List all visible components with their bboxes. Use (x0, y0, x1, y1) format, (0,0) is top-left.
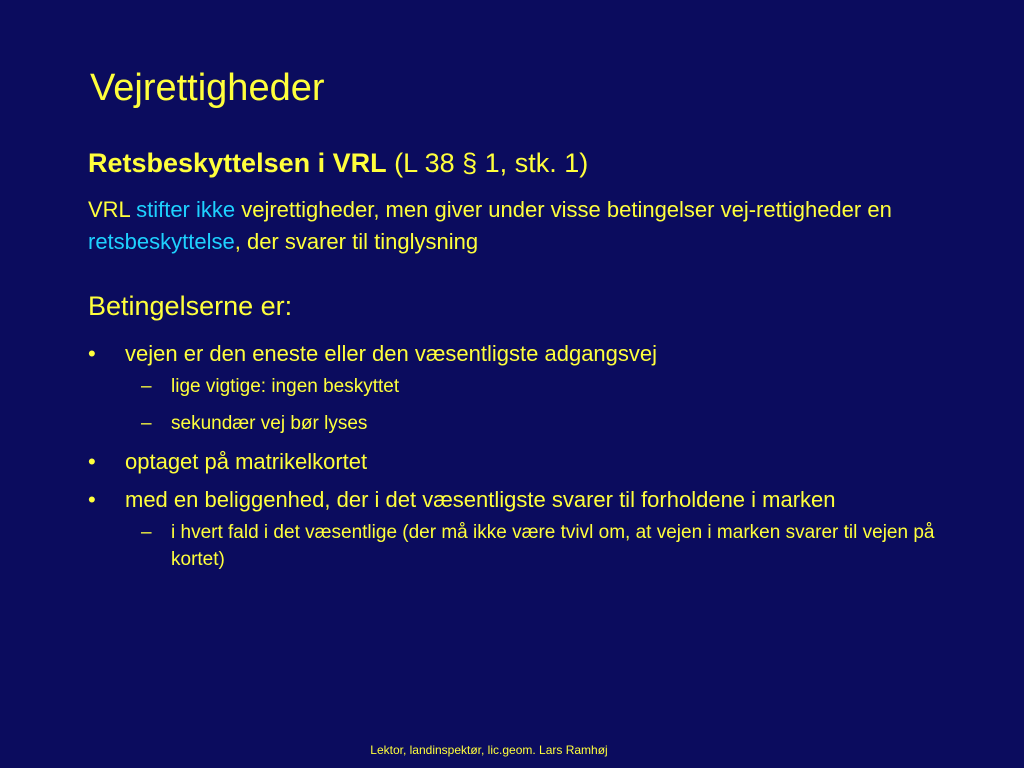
sub-list-item-text: i hvert fald i det væsentlige (der må ikke være tvivl om, at vejen i marken svarer til vejen på kortet) (171, 522, 935, 570)
dash-icon: – (141, 522, 152, 543)
list-item (88, 339, 968, 437)
intro-text-1: VRL (88, 197, 137, 222)
intro-text-2: vejrettigheder, men giver under visse betingelser vej-rettigheder en (235, 197, 892, 222)
intro-paragraph (88, 194, 988, 258)
sub-list-item (125, 373, 968, 400)
highlight-retsbeskyttelse: retsbeskyttelse (88, 229, 235, 254)
list-item-text: med en beliggenhed, der i det væsentligste svarer til forholdene i marken (125, 487, 836, 512)
slide-title: Vejrettigheder (90, 67, 325, 109)
dash-icon: – (141, 413, 152, 434)
bullet-icon: • (88, 487, 96, 512)
sub-list (125, 519, 968, 573)
section-heading (88, 145, 588, 181)
section-heading-reference: (L 38 § 1, stk. 1) (386, 148, 589, 178)
bullet-icon: • (88, 449, 96, 474)
list-item-text: optaget på matrikelkortet (125, 449, 368, 474)
highlight-stifter-ikke: stifter ikke (136, 197, 236, 222)
intro-text-3: , der svarer til tinglysning (234, 229, 479, 254)
bullet-icon: • (88, 341, 96, 366)
footer-text: Lektor, landinspektør, lic.geom. Lars Ramhøj (370, 743, 608, 757)
sub-list-item (125, 519, 968, 573)
conditions-heading: Betingelserne er: (88, 291, 293, 321)
list-item (88, 447, 968, 477)
sub-list-item-text: sekundær vej bør lyses (171, 413, 368, 434)
section-heading-bold: Retsbeskyttelsen i VRL (88, 148, 387, 178)
dash-icon: – (141, 376, 152, 397)
conditions-list (88, 339, 968, 583)
sub-list (125, 373, 968, 437)
list-item-text: vejen er den eneste eller den væsentligste adgangsvej (125, 341, 658, 366)
sub-list-item (125, 410, 968, 437)
list-item (88, 485, 968, 573)
footer (0, 742, 1024, 758)
sub-list-item-text: lige vigtige: ingen beskyttet (171, 376, 400, 397)
